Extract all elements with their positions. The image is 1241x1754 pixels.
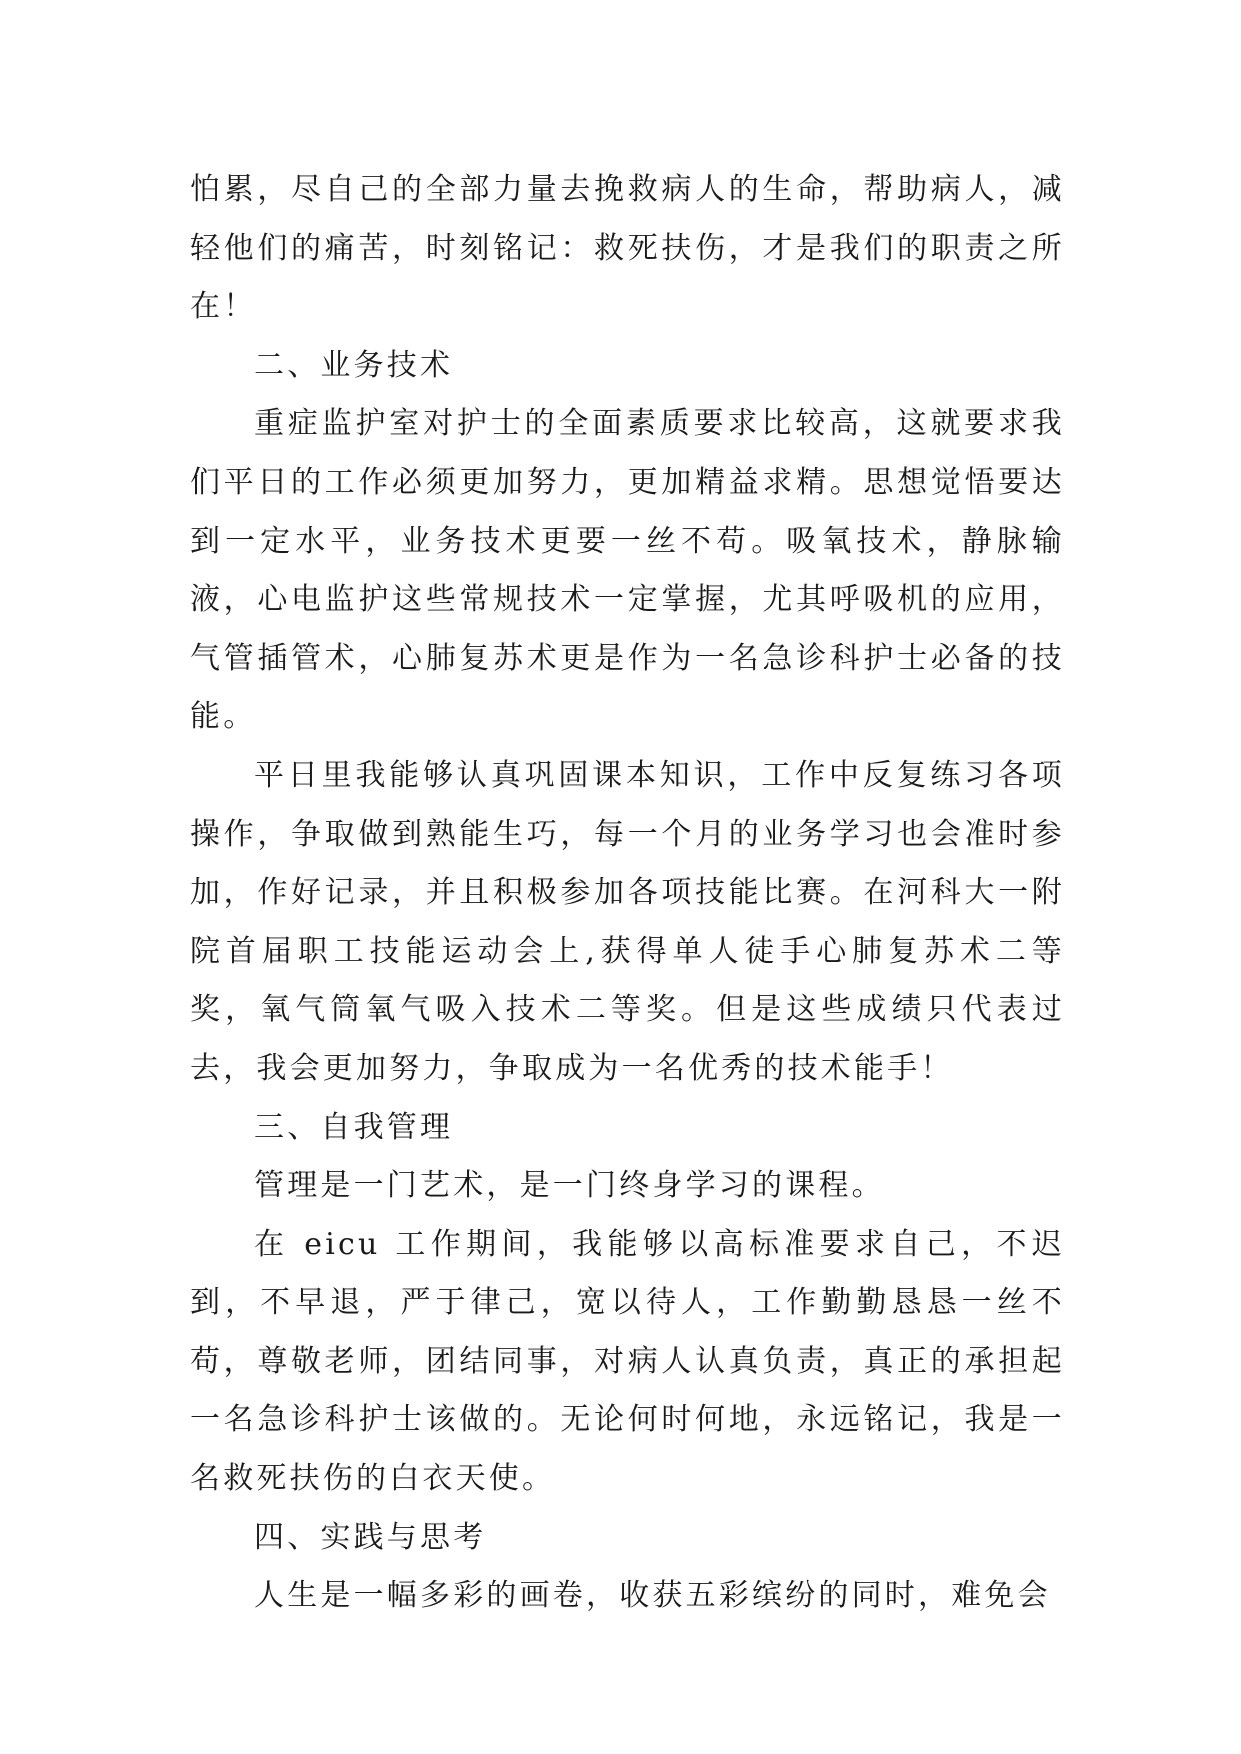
paragraph-life-canvas: 人生是一幅多彩的画卷，收获五彩缤纷的同时，难免会: [254, 1578, 1051, 1614]
document-body: [190, 161, 1065, 1626]
section-heading-self-management: 三、自我管理: [254, 1109, 454, 1145]
paragraph-management-art: 管理是一门艺术，是一门终身学习的课程。: [254, 1168, 885, 1204]
paragraph-daily-practice: 平日里我能够认真巩固课本知识，工作中反复练习各项操作，争取做到熟能生巧，每一个月的业务学习也会准时参加，作好记录，并且积极参加各项技能比赛。在河科大一附院首届职工技能运动会上,获得单人徒手心肺复苏术二等奖，氧气筒氧气吸入技术二等奖。但是这些成绩只代表过去，我会更加努力，争取成为一名优秀的技术能手！: [190, 757, 1065, 1086]
paragraph-continuation: 怕累，尽自己的全部力量去挽救病人的生命，帮助病人，减轻他们的痛苦，时刻铭记：救死扶伤，才是我们的职责之所在！: [190, 172, 1065, 325]
section-heading-business-skills: 二、业务技术: [254, 347, 454, 383]
paragraph-icu-requirements: 重症监护室对护士的全面素质要求比较高，这就要求我们平日的工作必须更加努力，更加精益求精。思想觉悟要达到一定水平，业务技术更要一丝不苟。吸氧技术，静脉输液，心电监护这些常规技术一定掌握，尤其呼吸机的应用，气管插管术，心肺复苏术更是作为一名急诊科护士必备的技能。: [190, 406, 1065, 735]
paragraph-eicu-work: 在 eicu 工作期间，我能够以高标准要求自己，不迟到，不早退，严于律己，宽以待人，工作勤勤恳恳一丝不苟，尊敬老师，团结同事，对病人认真负责，真正的承担起一名急诊科护士该做的。无论何时何地，永远铭记，我是一名救死扶伤的白衣天使。: [190, 1226, 1065, 1497]
section-heading-practice-thinking: 四、实践与思考: [254, 1519, 487, 1555]
